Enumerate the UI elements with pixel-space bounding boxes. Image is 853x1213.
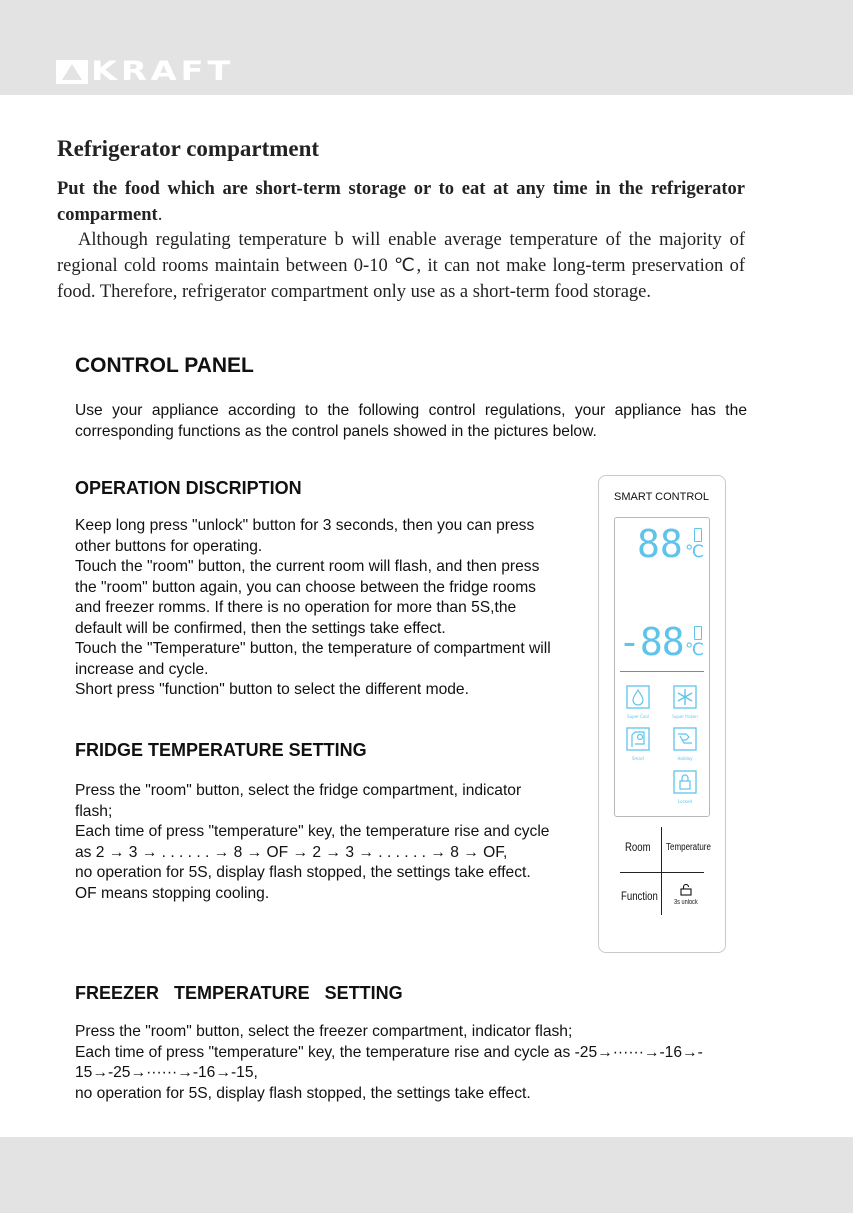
text-line: Touch the "room" button, the current room will flash, and then press <box>75 558 540 575</box>
super-cool-button[interactable] <box>625 685 651 719</box>
control-panel-heading: CONTROL PANEL <box>75 354 254 377</box>
text-line: and freezer romms. If there is no operation for more than 5S,the <box>75 599 517 616</box>
fridge-setting-description <box>75 781 549 904</box>
text-line: default will be confirmed, then the settings take effect. <box>75 619 446 637</box>
super-cool-icon <box>626 685 650 709</box>
text-line: Touch the "Temperature" button, the temperature of compartment will <box>75 640 551 657</box>
page-header <box>0 0 853 95</box>
text-line: Each time of press "temperature" key, the temperature rise and cycle as -25→······→-16→- <box>75 1043 703 1061</box>
text-line: flash; <box>75 802 113 820</box>
smart-label: Smart <box>631 756 645 761</box>
control-panel-intro: Use your appliance according to the following control regulations, your appliance has the corresponding functions as the control panels showed in the pictures below. <box>75 402 747 440</box>
fridge-indicator-icon <box>694 528 702 542</box>
brand-name: KRAFT <box>91 56 235 87</box>
text-line: as 2 → 3 → . . . . . . → 8 → OF → 2 → 3 → . . . . . . → 8 → OF, <box>75 843 508 861</box>
text-line: Press the "room" button, select the fridge compartment, indicator <box>75 782 522 799</box>
text-line: increase and cycle. <box>75 660 209 678</box>
brand-logo <box>56 56 235 87</box>
freezer-display-digits: -88 <box>618 620 684 664</box>
text-line: no operation for 5S, display flash stopped, the settings take effect. <box>75 1084 531 1102</box>
panel-display-screen <box>614 517 710 817</box>
super-frozen-button[interactable] <box>672 685 698 719</box>
text-line: the "room" button again, you can choose between the fridge rooms <box>75 578 536 596</box>
freezer-unit: ℃ <box>685 640 705 660</box>
text-line: OF means stopping cooling. <box>75 884 270 902</box>
fridge-setting-heading: FRIDGE TEMPERATURE SETTING <box>75 740 367 760</box>
freezer-setting-heading: FREEZER TEMPERATURE SETTING <box>75 983 403 1003</box>
text-line: Each time of press "temperature" key, the temperature rise and cycle <box>75 823 550 840</box>
unlock-label: 3s unlock <box>674 899 698 906</box>
function-button[interactable]: Function <box>621 889 658 903</box>
operation-heading: OPERATION DISCRIPTION <box>75 478 302 498</box>
text-line: no operation for 5S, display flash stopped, the settings take effect. <box>75 864 531 881</box>
snowflake-icon <box>673 685 697 709</box>
temperature-button[interactable]: Temperature <box>666 842 711 853</box>
room-button[interactable]: Room <box>625 840 651 854</box>
lead-period: . <box>157 205 163 225</box>
control-panel-illustration <box>598 475 726 953</box>
button-divider-horizontal <box>620 872 704 873</box>
text-line: 15→-25→······→-16→-15, <box>75 1064 258 1081</box>
locked-button[interactable] <box>672 770 698 804</box>
holiday-icon <box>673 727 697 751</box>
page-footer <box>0 1137 853 1213</box>
panel-title: SMART CONTROL <box>614 491 709 503</box>
text-line: Short press "function" button to select the different mode. <box>75 681 469 698</box>
refrigerator-compartment-lead <box>57 176 745 228</box>
freezer-indicator-icon <box>694 626 702 640</box>
refrigerator-compartment-title: Refrigerator compartment <box>57 136 320 161</box>
super-cool-label: Super Cool <box>627 714 649 719</box>
text-line: Keep long press "unlock" button for 3 seconds, then you can press <box>75 517 535 534</box>
smart-button[interactable] <box>625 727 651 761</box>
fridge-display-digits: 88 <box>637 522 683 566</box>
kraft-logo-icon <box>56 60 88 84</box>
text-line: Press the "room" button, select the freezer compartment, indicator flash; <box>75 1023 573 1040</box>
holiday-button[interactable] <box>672 727 698 761</box>
button-divider-vertical <box>661 827 662 915</box>
locked-label: Locked <box>678 799 692 804</box>
text-line: other buttons for operating. <box>75 537 263 555</box>
lead-bold-text: Put the food which are short-term storage or to eat at any time in the refrigerator comparment <box>57 179 745 225</box>
lock-icon <box>673 770 697 794</box>
fridge-unit: ℃ <box>685 542 705 562</box>
holiday-label: Holiday <box>677 756 693 761</box>
operation-description <box>75 516 551 701</box>
display-divider <box>620 671 704 672</box>
super-frozen-label: Super frozen <box>672 714 698 719</box>
freezer-setting-description <box>75 1022 703 1104</box>
unlock-icon[interactable] <box>680 884 692 896</box>
refrigerator-compartment-body: Although regulating temperature b will enable average temperature of the majority of regional cold rooms maintain between 0-10 ℃, it can not make long-term preservation of food. Therefore, refrigerator compartment only use as a short-term food storage. <box>57 230 745 302</box>
smart-icon <box>626 727 650 751</box>
